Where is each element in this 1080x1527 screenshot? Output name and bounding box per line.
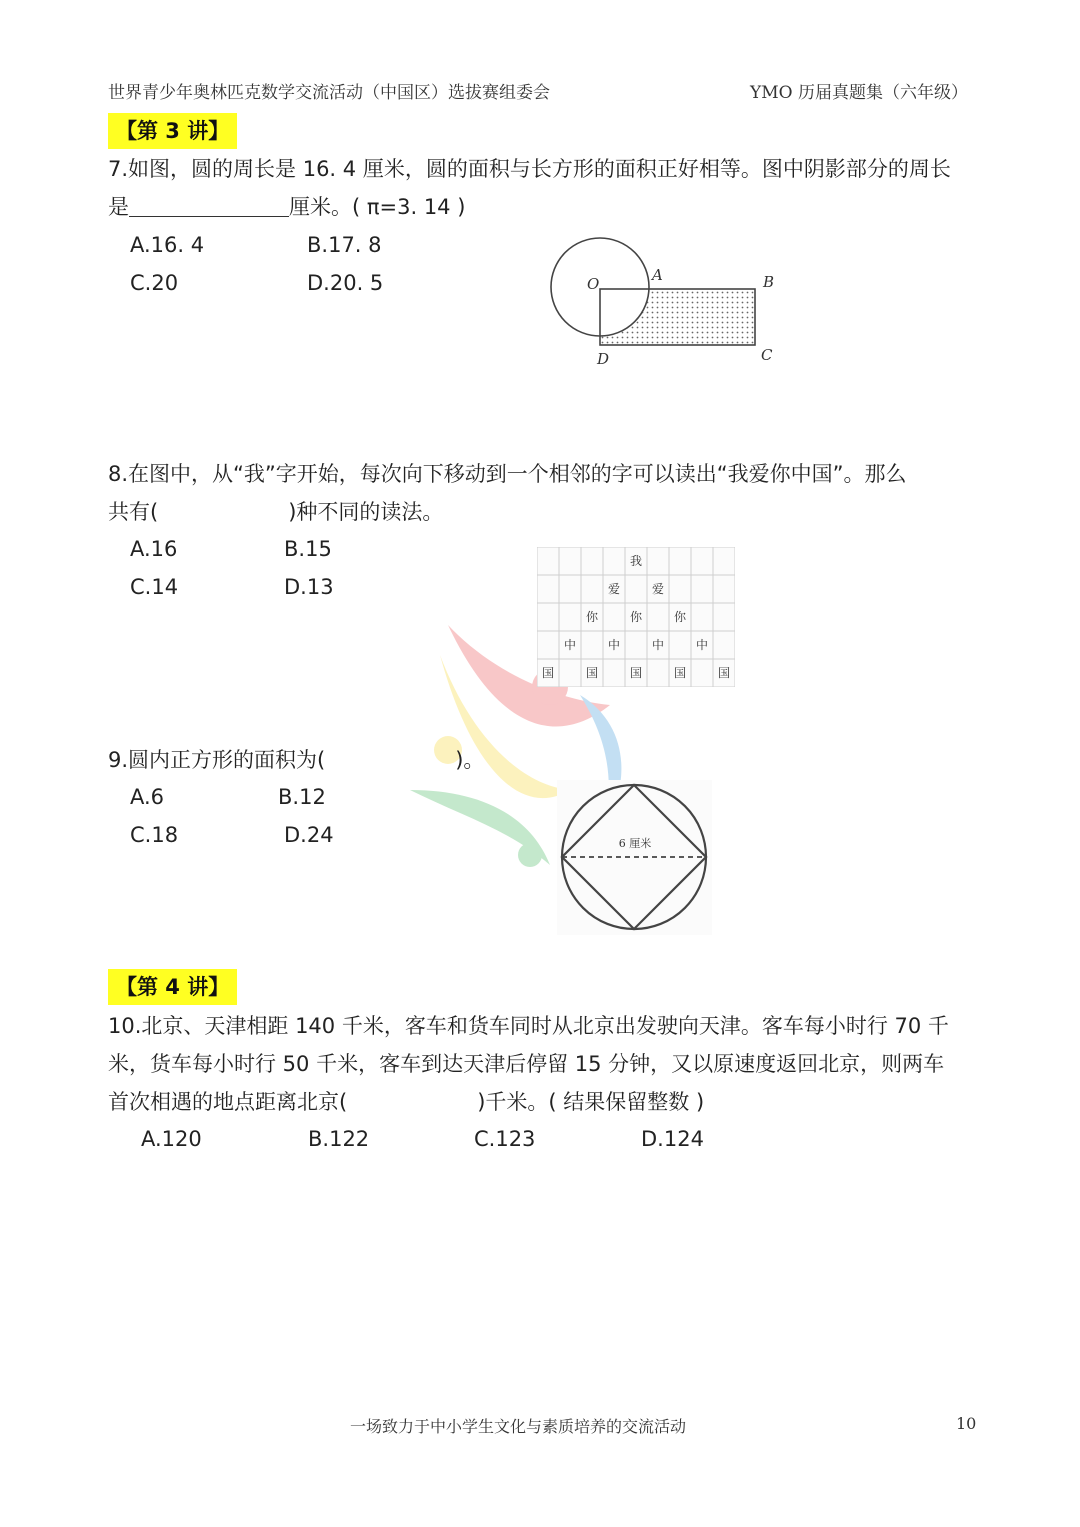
q8-option-a: A.16 — [130, 537, 178, 561]
grid-character: 我 — [629, 554, 643, 568]
q8-text-line2 — [108, 493, 443, 531]
q7-label-a: A — [652, 266, 663, 284]
q9-line1-suffix: )。 — [455, 748, 485, 772]
q9-text-line1 — [108, 741, 484, 779]
grid-character: 你 — [673, 610, 687, 624]
q7-label-b: B — [763, 273, 775, 291]
q9-option-d: D.24 — [284, 823, 334, 847]
q7-label-d: D — [597, 350, 610, 368]
q7-figure — [540, 230, 785, 370]
grid-character: 中 — [563, 638, 577, 652]
grid-character: 爱 — [651, 582, 665, 596]
q10-line3-prefix: 首次相遇的地点距离北京( — [108, 1090, 348, 1114]
q10-line3-suffix: )千米。( 结果保留整数 ) — [477, 1090, 705, 1114]
page-number: 10 — [956, 1414, 977, 1433]
q7-option-d: D.20. 5 — [307, 271, 384, 295]
q9-line1-prefix: 9.圆内正方形的面积为( — [108, 748, 326, 772]
q7-label-o: O — [587, 275, 600, 293]
q10-option-a: A.120 — [141, 1127, 202, 1151]
q10-option-d: D.124 — [641, 1127, 704, 1151]
q7-option-a: A.16. 4 — [130, 233, 205, 257]
q8-line2-prefix: 共有( — [108, 500, 159, 524]
q8-option-b: B.15 — [284, 537, 332, 561]
grid-character: 中 — [651, 638, 665, 652]
q8-option-c: C.14 — [130, 575, 179, 599]
q9-option-a: A.6 — [130, 785, 165, 809]
section-tag-lecture-3: 【第 3 讲】 — [108, 113, 237, 149]
q7-text-line2 — [108, 188, 465, 226]
q7-text-line1: 7.如图，圆的周长是 16. 4 厘米，圆的面积与长方形的面积正好相等。图中阴影部分的周长 — [108, 157, 951, 181]
q10-option-b: B.122 — [308, 1127, 370, 1151]
header-collection-title: YMO 历届真题集（六年级） — [750, 83, 968, 103]
footer-tagline: 一场致力于中小学生文化与素质培养的交流活动 — [350, 1417, 687, 1436]
q9-option-b: B.12 — [278, 785, 326, 809]
q7-label-c: C — [761, 346, 773, 364]
grid-character: 国 — [585, 666, 599, 680]
q9-option-c: C.18 — [130, 823, 179, 847]
grid-character: 你 — [585, 610, 599, 624]
q8-line2-suffix: )种不同的读法。 — [288, 500, 444, 524]
q10-text-line3 — [108, 1083, 704, 1121]
q8-text-line1: 8.在图中，从“我”字开始，每次向下移动到一个相邻的字可以读出“我爱你中国”。那么 — [108, 462, 907, 486]
q10-option-c: C.123 — [474, 1127, 536, 1151]
q7-line2-prefix: 是 — [108, 195, 129, 219]
header-organizer: 世界青少年奥林匹克数学交流活动（中国区）选拔赛组委会 — [108, 83, 550, 103]
grid-character: 爱 — [607, 582, 621, 596]
q7-option-c: C.20 — [130, 271, 179, 295]
q8-character-grid — [537, 547, 735, 687]
q9-length-label: 6 厘米 — [618, 837, 652, 850]
q10-text-line2: 米，货车每小时行 50 千米，客车到达天津后停留 15 分钟，又以原速度返回北京，则两车 — [108, 1052, 945, 1076]
q7-shaded-region — [600, 289, 755, 345]
q8-option-d: D.13 — [284, 575, 334, 599]
q7-line2-suffix: 厘米。( π=3. 14 ) — [289, 195, 466, 219]
q7-option-b: B.17. 8 — [307, 233, 382, 257]
grid-character: 你 — [629, 610, 643, 624]
q10-text-line1: 10.北京、天津相距 140 千米，客车和货车同时从北京出发驶向天津。客车每小时行 70 千 — [108, 1014, 949, 1038]
section-tag-lecture-4: 【第 4 讲】 — [108, 969, 237, 1005]
grid-character: 国 — [629, 666, 643, 680]
grid-character: 国 — [673, 666, 687, 680]
grid-character: 国 — [541, 666, 555, 680]
grid-character: 中 — [695, 638, 709, 652]
grid-character: 国 — [717, 666, 731, 680]
q7-answer-blank — [129, 194, 289, 217]
q9-figure — [557, 780, 712, 935]
grid-character: 中 — [607, 638, 621, 652]
